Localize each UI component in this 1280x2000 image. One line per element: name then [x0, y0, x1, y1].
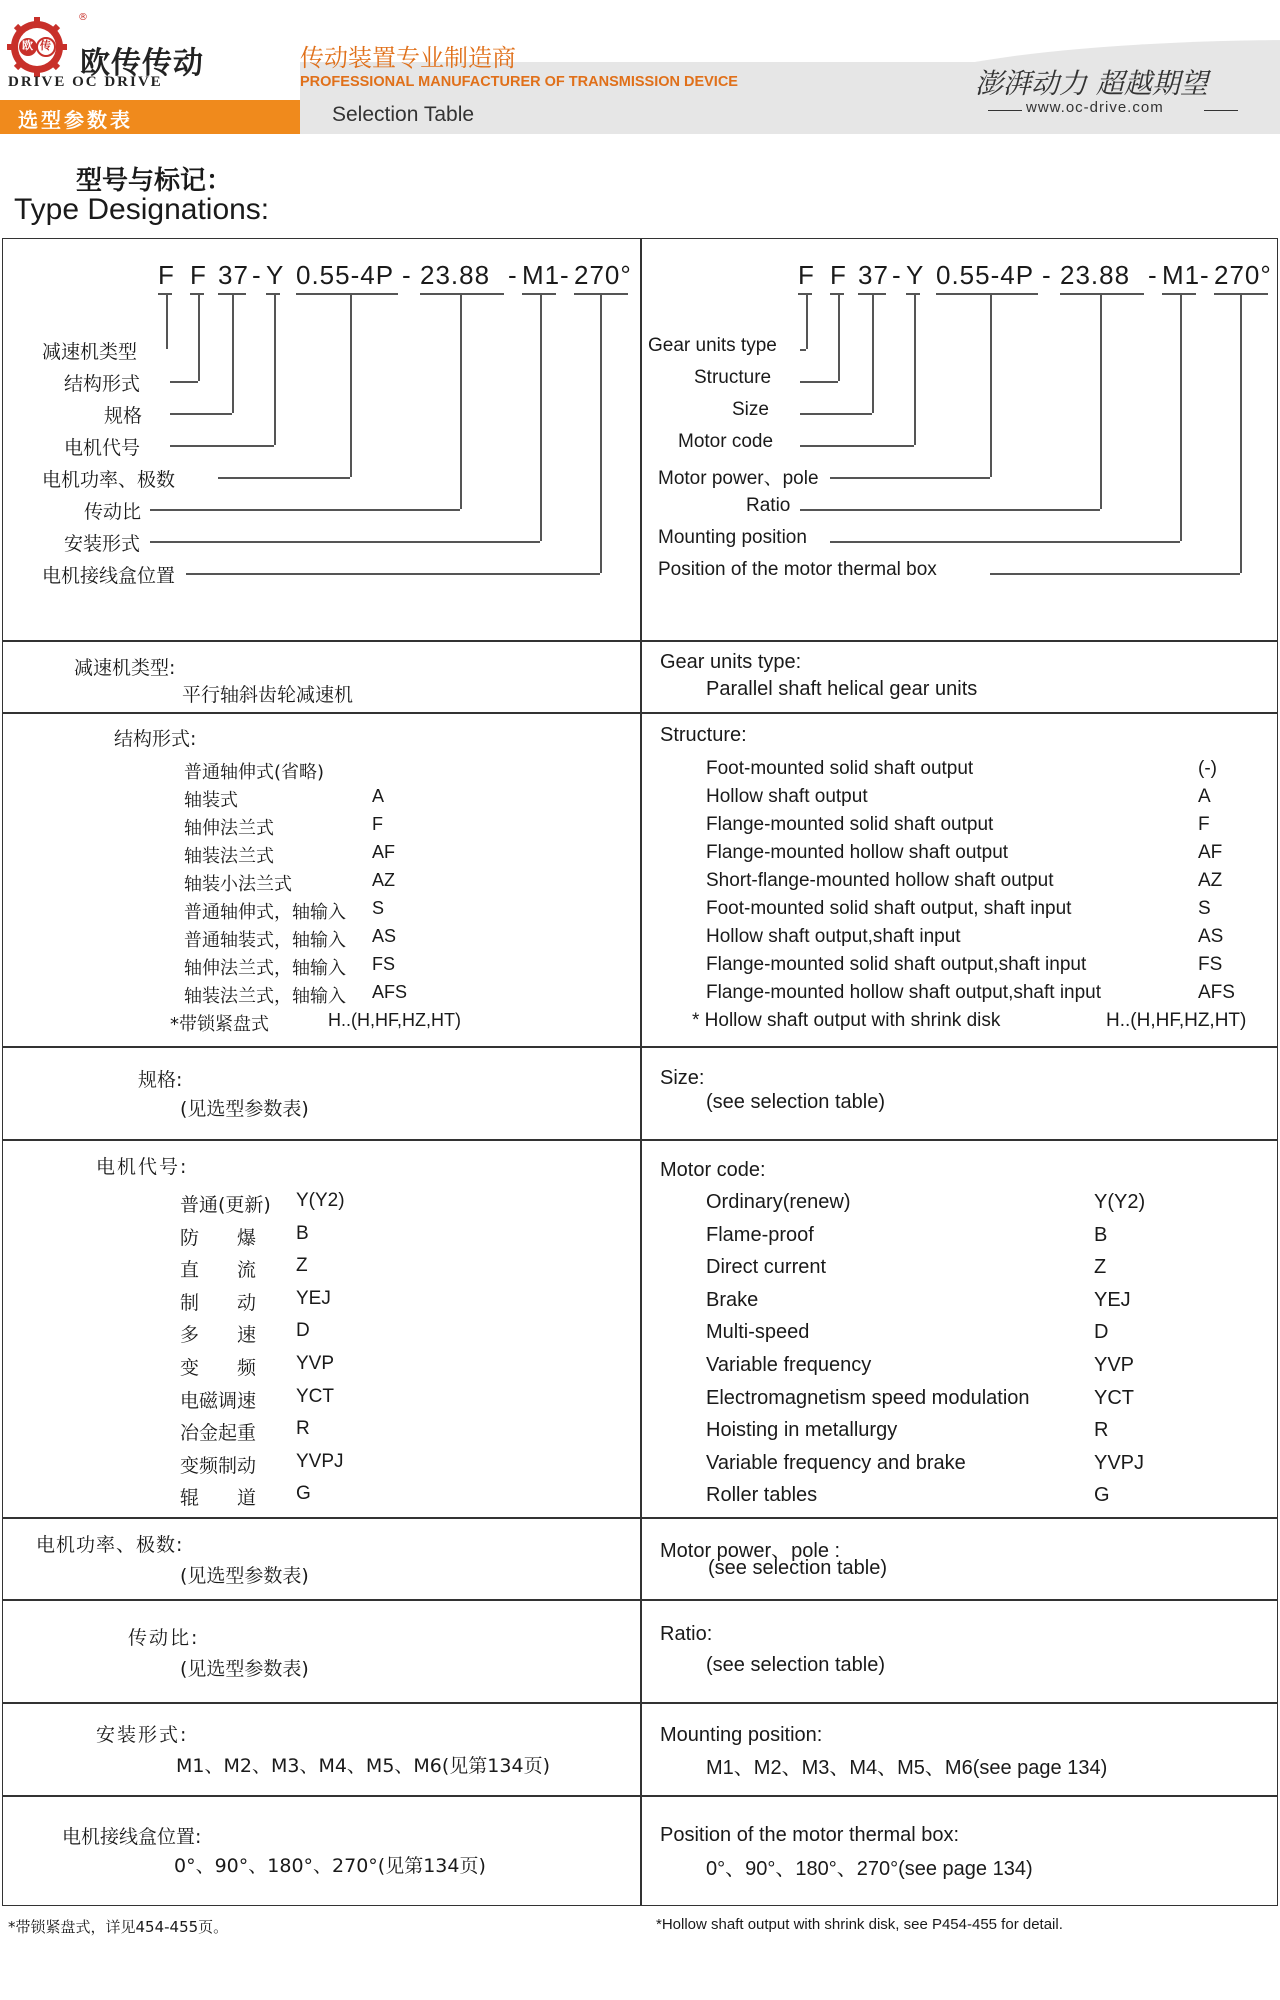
designation-part: 23.88 — [420, 260, 491, 290]
designation-part: - — [402, 260, 412, 290]
leader-horizontal — [800, 381, 838, 383]
code-underline — [1162, 293, 1196, 295]
designation-label-cn: 结构形式 — [64, 373, 141, 395]
structure-code-en: A — [1198, 786, 1211, 807]
row-line-5 — [2, 1517, 1278, 1519]
gear-type-value-en: Parallel shaft helical gear units — [706, 678, 978, 700]
motor-item-cn: 电磁调速 — [180, 1389, 257, 1412]
ratio-title-en: Ratio: — [660, 1623, 713, 1645]
leader-horizontal — [170, 413, 232, 415]
structure-code-cn: AS — [372, 926, 397, 946]
motor-item-cn: 变 频 — [180, 1357, 257, 1379]
leader-vertical — [460, 293, 462, 509]
structure-item-en: Foot-mounted solid shaft output — [706, 758, 974, 779]
leader-vertical — [1240, 293, 1242, 573]
designation-label-en: Motor power、pole — [658, 468, 819, 489]
row-line-6 — [2, 1599, 1278, 1601]
designation-part: M1 — [1162, 260, 1201, 290]
structure-code-cn: H..(H,HF,HZ,HT) — [328, 1010, 461, 1030]
size-title-cn: 规格: — [138, 1069, 183, 1091]
designation-label-en: Structure — [694, 367, 772, 388]
designation-label-en: Size — [732, 399, 769, 420]
leader-horizontal — [800, 349, 806, 351]
tagline-en: PROFESSIONAL MANUFACTURER OF TRANSMISSION DEVICE — [300, 74, 738, 90]
row-line-4 — [2, 1139, 1278, 1141]
motor-code-cn: YCT — [296, 1385, 334, 1407]
leader-horizontal — [800, 509, 1100, 511]
website[interactable]: www.oc-drive.com — [1026, 99, 1164, 116]
structure-item-cn: 轴装式 — [184, 790, 238, 811]
leader-vertical — [274, 293, 276, 445]
motor-power-value-en: (see selection table) — [708, 1557, 887, 1579]
designation-part: F — [158, 260, 175, 290]
thermal-title-cn: 电机接线盒位置: — [62, 1826, 202, 1848]
code-underline — [830, 293, 844, 295]
leader-vertical — [600, 293, 602, 573]
designation-part: 37 — [218, 260, 249, 290]
designation-part: Y — [266, 260, 285, 290]
motor-code-cn: Z — [296, 1255, 308, 1277]
tab-label-cn: 选型参数表 — [18, 108, 133, 132]
structure-item-cn: 轴装法兰式 — [184, 846, 274, 867]
thermal-title-en: Position of the motor thermal box: — [660, 1824, 960, 1846]
designation-label-cn: 安装形式 — [64, 533, 141, 555]
mounting-title-cn: 安装形式: — [96, 1724, 189, 1746]
designation-label-en: Mounting position — [658, 527, 807, 548]
slogan-rule-right — [1204, 110, 1238, 111]
structure-item-cn: 普通轴伸式(省略) — [184, 762, 325, 783]
structure-code-cn: AFS — [372, 982, 408, 1002]
size-value-en: (see selection table) — [706, 1091, 885, 1113]
designation-part: - — [560, 260, 570, 290]
designation-part: 0.55-4P — [936, 260, 1035, 290]
leader-vertical — [1180, 293, 1182, 541]
leader-vertical — [1100, 293, 1102, 509]
structure-code-en: AZ — [1198, 870, 1223, 891]
designation-part: M1 — [522, 260, 561, 290]
structure-code-cn: AF — [372, 842, 396, 862]
motor-code-cn: G — [296, 1483, 311, 1505]
motor-code-en: Y(Y2) — [1094, 1191, 1146, 1213]
code-underline — [798, 293, 812, 295]
motor-code-en: YCT — [1094, 1386, 1134, 1409]
code-underline — [522, 293, 556, 295]
structure-item-cn: 轴装法兰式，轴输入 — [184, 986, 346, 1007]
designation-part: 270° — [574, 260, 632, 290]
motor-item-cn: 普通(更新) — [180, 1194, 271, 1216]
motor-item-en: Electromagnetism speed modulation — [706, 1386, 1030, 1409]
designation-label-cn: 电机代号 — [64, 437, 141, 459]
page-title-cn: 型号与标记： — [76, 166, 233, 196]
leader-horizontal — [186, 573, 600, 575]
motor-power-title-en: Motor power、pole : — [660, 1540, 841, 1562]
motor-item-en: Multi-speed — [706, 1321, 810, 1344]
motor-item-cn: 变频制动 — [180, 1454, 257, 1477]
structure-code-cn: AZ — [372, 870, 396, 890]
tagline-cn: 传动装置专业制造商 — [300, 44, 516, 72]
motor-item-cn: 冶金起重 — [180, 1422, 257, 1445]
code-underline — [158, 293, 172, 295]
structure-code-en: F — [1198, 814, 1210, 835]
structure-item-cn: *带锁紧盘式 — [170, 1014, 269, 1035]
motor-item-en: Roller tables — [706, 1484, 818, 1507]
designation-part: - — [892, 260, 902, 290]
structure-item-en: Short-flange-mounted hollow shaft output — [706, 870, 1054, 891]
structure-code-en: (-) — [1198, 758, 1217, 779]
leader-vertical — [540, 293, 542, 541]
motor-item-cn: 辊 道 — [180, 1487, 257, 1510]
motor-code-cn: YVP — [296, 1353, 335, 1374]
leader-horizontal — [990, 573, 1240, 575]
leader-vertical — [838, 293, 840, 381]
motor-item-en: Hoisting in metallurgy — [706, 1419, 898, 1442]
leader-vertical — [350, 293, 352, 477]
gear-type-title-en: Gear units type: — [660, 651, 802, 673]
motor-code-cn: R — [296, 1418, 310, 1440]
leader-horizontal — [170, 381, 198, 383]
footnote-cn: *带锁紧盘式，详见454-455页。 — [8, 1918, 229, 1936]
ratio-value-en: (see selection table) — [706, 1654, 885, 1676]
designation-label-en: Gear units type — [648, 335, 777, 356]
leader-horizontal — [170, 445, 274, 447]
structure-title-en: Structure: — [660, 724, 747, 746]
leader-vertical — [914, 293, 916, 445]
thermal-value-en: 0°、90°、180°、270°(see page 134) — [706, 1858, 1033, 1880]
slogan: 澎湃动力 超越期望 — [975, 67, 1208, 100]
structure-item-en: Hollow shaft output,shaft input — [706, 926, 961, 947]
code-underline — [906, 293, 920, 295]
motor-code-en: B — [1094, 1223, 1108, 1246]
motor-item-en: Ordinary(renew) — [706, 1191, 851, 1213]
motor-code-en: YVP — [1094, 1354, 1135, 1376]
code-underline — [296, 293, 398, 295]
structure-code-en: AF — [1198, 842, 1223, 863]
mounting-value-cn: M1、M2、M3、M4、M5、M6(见第134页) — [176, 1755, 550, 1777]
designation-part: - — [252, 260, 262, 290]
motor-code-cn: D — [296, 1320, 310, 1342]
page-title-en: Type Designations: — [14, 193, 270, 226]
motor-code-en: D — [1094, 1321, 1109, 1344]
motor-item-en: Brake — [706, 1288, 759, 1311]
motor-item-cn: 防 爆 — [180, 1226, 257, 1249]
motor-item-cn: 多 速 — [180, 1324, 257, 1347]
motor-code-title-en: Motor code: — [660, 1159, 766, 1181]
structure-item-en: Hollow shaft output — [706, 786, 868, 807]
motor-power-title-cn: 电机功率、极数: — [36, 1534, 184, 1556]
gear-type-value-cn: 平行轴斜齿轮减速机 — [182, 684, 354, 706]
row-line-3 — [2, 1046, 1278, 1048]
size-title-en: Size: — [660, 1067, 705, 1089]
structure-code-en: H..(H,HF,HZ,HT) — [1106, 1010, 1247, 1031]
tab-label-en: Selection Table — [332, 103, 475, 126]
structure-code-en: FS — [1198, 954, 1223, 975]
structure-item-en: Flange-mounted hollow shaft output,shaft input — [706, 982, 1102, 1003]
row-line-7 — [2, 1702, 1278, 1704]
motor-item-en: Variable frequency — [706, 1354, 872, 1376]
code-underline — [420, 293, 504, 295]
code-underline — [936, 293, 1038, 295]
structure-item-en: Flange-mounted solid shaft output — [706, 814, 994, 835]
thermal-value-cn: 0°、90°、180°、270°(见第134页) — [174, 1855, 486, 1877]
tab-selection-table[interactable] — [0, 100, 300, 134]
registered-mark: ® — [78, 12, 88, 23]
structure-item-en: * Hollow shaft output with shrink disk — [692, 1010, 1001, 1031]
designation-label-cn: 规格 — [104, 405, 143, 427]
designation-part: F — [190, 260, 207, 290]
motor-code-en: YVPJ — [1094, 1451, 1145, 1474]
designation-part: 23.88 — [1060, 260, 1131, 290]
designation-part: 0.55-4P — [296, 260, 395, 290]
designation-part: F — [798, 260, 815, 290]
leader-horizontal — [800, 413, 872, 415]
motor-code-en: R — [1094, 1419, 1109, 1442]
row-line-2 — [2, 712, 1278, 714]
structure-item-cn: 轴装小法兰式 — [184, 874, 292, 895]
slogan-rule-left — [988, 110, 1022, 111]
ratio-title-cn: 传动比: — [128, 1627, 200, 1649]
designation-label-cn: 传动比 — [84, 501, 142, 523]
footnote-en: *Hollow shaft output with shrink disk, see P454-455 for detail. — [656, 1916, 1063, 1933]
designation-label-en: Ratio — [746, 495, 791, 516]
leader-vertical — [166, 293, 168, 349]
logo-char-1: 欧 — [22, 39, 33, 52]
row-line-8 — [2, 1795, 1278, 1797]
gear-type-title-cn: 减速机类型: — [74, 657, 176, 679]
motor-code-en: YEJ — [1094, 1288, 1131, 1311]
designation-part: - — [1200, 260, 1210, 290]
leader-horizontal — [150, 509, 460, 511]
motor-item-en: Direct current — [706, 1256, 827, 1279]
gear-logo-icon — [6, 16, 68, 78]
designation-label-cn: 电机接线盒位置 — [42, 565, 176, 587]
row-line-1 — [2, 640, 1278, 642]
leader-vertical — [872, 293, 874, 413]
designation-part: - — [508, 260, 518, 290]
designation-label-en: Motor code — [678, 431, 774, 452]
designation-part: 270° — [1214, 260, 1272, 290]
motor-code-cn: Y(Y2) — [296, 1190, 345, 1211]
leader-vertical — [232, 293, 234, 413]
structure-code-cn: A — [372, 786, 385, 806]
structure-code-en: AFS — [1198, 982, 1235, 1003]
motor-code-title-cn: 电机代号: — [96, 1156, 189, 1178]
code-underline — [266, 293, 280, 295]
designation-label-cn: 减速机类型 — [42, 341, 138, 363]
designation-part: - — [1042, 260, 1052, 290]
size-value-cn: (见选型参数表) — [180, 1098, 309, 1120]
designation-part: 37 — [858, 260, 889, 290]
structure-item-en: Flange-mounted solid shaft output,shaft input — [706, 954, 1087, 975]
motor-power-value-cn: (见选型参数表) — [180, 1565, 309, 1587]
leader-horizontal — [830, 477, 990, 479]
motor-code-cn: B — [296, 1222, 309, 1244]
motor-code-en: Z — [1094, 1256, 1107, 1279]
leader-horizontal — [830, 541, 1180, 543]
structure-title-cn: 结构形式: — [114, 728, 197, 750]
structure-code-cn: F — [372, 814, 383, 834]
brand-name-cn: 欧传传动 — [80, 46, 204, 81]
structure-code-en: S — [1198, 898, 1211, 919]
table-divider — [640, 238, 642, 1906]
motor-item-en: Flame-proof — [706, 1223, 814, 1246]
motor-code-cn: YEJ — [296, 1287, 331, 1309]
designation-part: - — [1148, 260, 1158, 290]
brand-name-en: DRIVE OC DRIVE — [8, 74, 163, 90]
logo-char-2: 传 — [40, 39, 51, 52]
structure-item-en: Foot-mounted solid shaft output, shaft input — [706, 898, 1072, 919]
structure-item-cn: 轴伸法兰式，轴输入 — [184, 958, 346, 979]
designation-label-cn: 电机功率、极数 — [42, 469, 176, 491]
leader-horizontal — [218, 477, 350, 479]
structure-item-cn: 轴伸法兰式 — [184, 818, 274, 839]
motor-item-cn: 制 动 — [180, 1291, 257, 1314]
structure-item-en: Flange-mounted hollow shaft output — [706, 842, 1009, 863]
structure-code-en: AS — [1198, 926, 1224, 947]
mounting-title-en: Mounting position: — [660, 1724, 823, 1746]
motor-item-cn: 直 流 — [180, 1259, 257, 1282]
mounting-value-en: M1、M2、M3、M4、M5、M6(see page 134) — [706, 1757, 1108, 1779]
leader-horizontal — [800, 445, 914, 447]
leader-vertical — [990, 293, 992, 477]
leader-vertical — [198, 293, 200, 381]
motor-item-en: Variable frequency and brake — [706, 1451, 966, 1474]
code-underline — [190, 293, 204, 295]
structure-code-cn: S — [372, 898, 385, 918]
leader-horizontal — [150, 541, 540, 543]
ratio-value-cn: (见选型参数表) — [180, 1658, 309, 1680]
designation-part: F — [830, 260, 847, 290]
motor-code-cn: YVPJ — [296, 1450, 344, 1472]
motor-code-en: G — [1094, 1484, 1110, 1507]
structure-item-cn: 普通轴伸式，轴输入 — [184, 902, 346, 923]
leader-vertical — [806, 293, 808, 349]
code-underline — [1060, 293, 1144, 295]
designation-label-en: Position of the motor thermal box — [658, 559, 937, 580]
structure-code-cn: FS — [372, 954, 396, 974]
structure-item-cn: 普通轴装式，轴输入 — [184, 930, 346, 951]
designation-part: Y — [906, 260, 925, 290]
